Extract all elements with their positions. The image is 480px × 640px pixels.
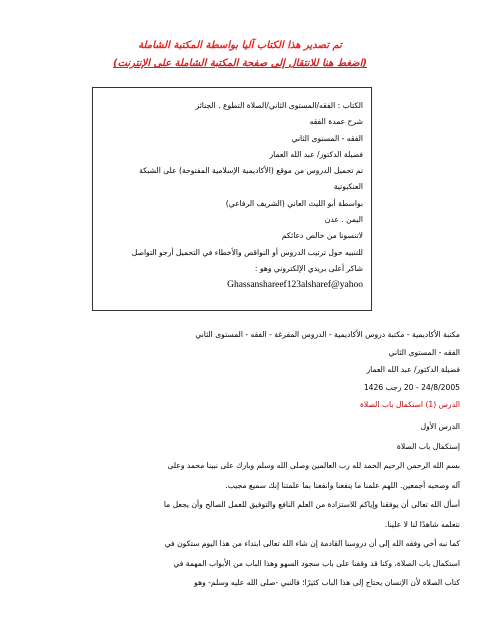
info-line: الكتاب : الفقه/المستوى الثاني/الصلاة التطوع . الجنائز <box>195 101 363 110</box>
info-line: اليمن . عدن <box>324 215 363 225</box>
info-line: العنكبوتية <box>333 182 363 192</box>
shamela-link[interactable]: (اضغط هنا للانتقال إلى صفحة المكتبة الشاملة على الإنترنت) <box>113 58 367 69</box>
body-line: نتعلمه شاهدًا لنا لا علينا. <box>384 519 460 529</box>
email-address: Ghassanshareef123alsharef@yahoo <box>227 280 363 291</box>
body-line: كتاب الصلاة لأن الإنسان يحتاج إلى هذا الباب كثيرًا؛ فالنبي -صلى الله عليه وسلم- وهو <box>194 578 460 587</box>
info-line: شاكر أعلى بريدي الإلكتروني وهو : <box>254 263 363 273</box>
lesson-subheading: إستكمال باب الصلاة <box>396 441 460 451</box>
info-line: بواسطة أبو الليث العاني (الشريف الرفاعي) <box>225 198 363 208</box>
breadcrumb: مكتبة الأكاديمية - مكتبة دروس الأكاديمية - الدروس المفرغة - الفقه - المستوى الثاني <box>195 330 460 339</box>
date-line: 24/8/2005 - 20 رجب 1426 <box>363 382 460 392</box>
info-box <box>92 87 372 311</box>
lesson-title: الدرس (1) استكمال باب الصلاة <box>359 400 460 410</box>
body-line: استكمال باب الصلاة، وكنا قد وقفنا على باب سجود السهو وهذا الباب من الأبواب المهمة في <box>173 558 460 568</box>
info-line: لاتنسونا من خالص دعائكم <box>281 231 363 241</box>
info-line: تم تحميل الدروس من موقع (الأكاديمية الإسلامية المفتوحة) على الشبكة <box>139 166 363 176</box>
body-line: آله وصحبه أجمعين. اللهم علمنا ما ينفعنا وانفعنا بما علمتنا إنك سميع مجيب. <box>225 480 460 490</box>
body-line: كما نبه أخي وفقه الله إلى أن دروسنا القادمة إن شاء الله تعالى ابتداء من هذا اليوم ستكون في <box>164 539 460 548</box>
body-line: بسم الله الرحمن الرحيم الحمد لله رب العالمين وصلى الله وسلم وبارك على نبينا محمد وعلى <box>167 461 460 470</box>
info-line: شرح عمدة الفقه <box>309 117 363 127</box>
export-notice: تم تصدير هذا الكتاب آليا بواسطة المكتبة الشاملة <box>138 40 342 51</box>
info-line: الفقه - المستوى الثاني <box>291 133 363 143</box>
metadata-block <box>30 326 460 414</box>
lesson-heading: الدرس الأول <box>420 422 460 431</box>
info-line: فضيلة الدكتور/ عبد الله العمار <box>269 149 363 159</box>
subject-line: الفقه - المستوى الثاني <box>388 347 460 357</box>
author-line: فضيلة الدكتور/ عبد الله العمار <box>366 365 460 375</box>
lesson-body <box>30 417 460 593</box>
body-line: أسأل الله تعالى أن يوفقنا وإياكم للاستزادة من العلم النافع والتوفيق للعمل الصالح وأن يجعل ما <box>163 500 460 509</box>
info-line: للتنبيه حول ترتيب الدروس أو النواقص والأخطاء في التحميل أرجو التواصل <box>131 247 363 257</box>
